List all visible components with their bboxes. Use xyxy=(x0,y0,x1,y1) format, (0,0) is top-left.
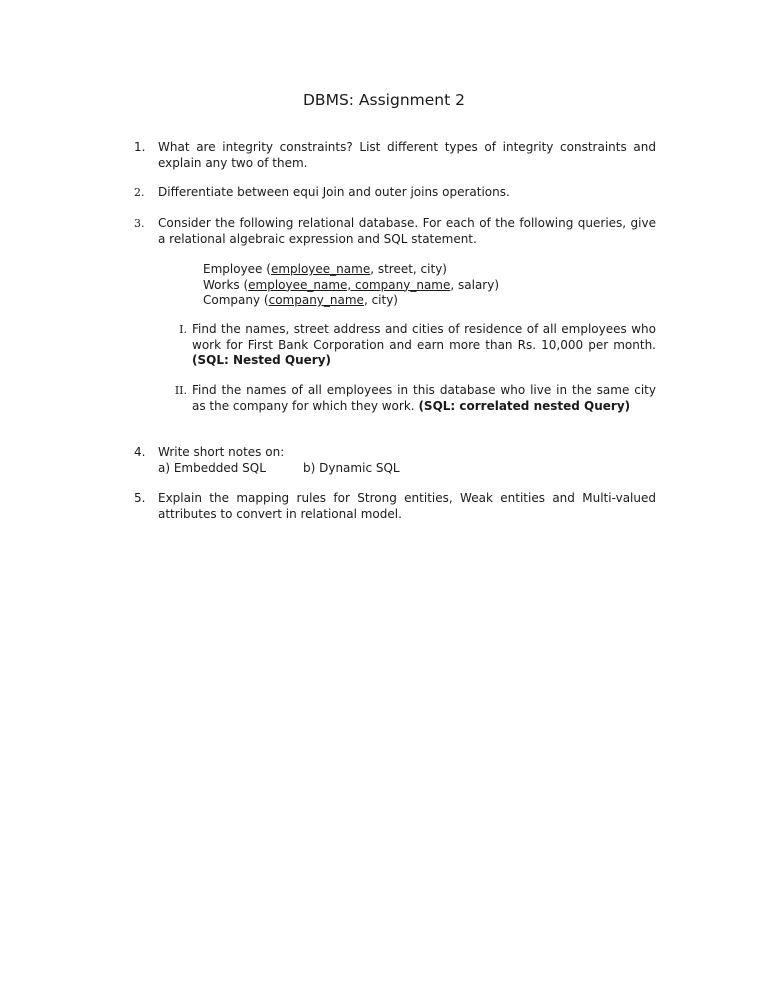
question-4 xyxy=(134,445,656,476)
subquery-text: Find the names of all employees in this database who live in the same city as the company for which they work. (SQL: correlated nested Query) xyxy=(192,383,656,413)
subquery-number: II. xyxy=(174,384,187,397)
page-title: DBMS: Assignment 2 xyxy=(303,91,465,109)
primary-key: company_name xyxy=(268,293,364,307)
note-dynamic-sql: b) Dynamic SQL xyxy=(303,460,400,475)
subquery-number: I. xyxy=(179,323,187,336)
subquery-1 xyxy=(165,322,656,369)
note-embedded-sql: a) Embedded SQL xyxy=(158,460,266,475)
question-text: Consider the following relational database. For each of the following queries, give a relational algebraic expression and SQL statement. xyxy=(158,216,656,246)
schema-employee: Employee (employee_name, street, city) xyxy=(203,262,447,276)
sql-hint: (SQL: correlated nested Query) xyxy=(418,398,631,413)
question-text: Explain the mapping rules for Strong entities, Weak entities and Multi-valued attributes to convert in relational model. xyxy=(158,491,656,521)
question-3 xyxy=(134,216,656,247)
primary-key: employee_name xyxy=(270,262,371,276)
question-number: 3. xyxy=(134,217,145,230)
primary-key: employee_name, company_name xyxy=(248,277,451,292)
question-text: What are integrity constraints? List different types of integrity constraints and explain any two of them. xyxy=(158,140,656,170)
question-1 xyxy=(134,140,656,171)
question-number: 4. xyxy=(134,445,146,459)
sql-hint: (SQL: Nested Query) xyxy=(192,353,332,367)
schema-company: Company (company_name, city) xyxy=(203,293,398,307)
question-number: 2. xyxy=(134,186,145,199)
notes-list xyxy=(158,461,656,477)
question-text: Write short notes on: xyxy=(158,445,285,459)
schema-works: Works (employee_name, company_name, salary) xyxy=(203,277,500,292)
subquery-2 xyxy=(165,383,656,414)
question-number: 5. xyxy=(134,491,146,505)
subquery-text: Find the names, street address and cities of residence of all employees who work for First Bank Corporation and earn more than Rs. 10,000 per month. (SQL: Nested Query) xyxy=(192,322,656,367)
question-number: 1. xyxy=(134,140,146,154)
relational-schema xyxy=(203,262,499,309)
question-text: Differentiate between equi Join and outer joins operations. xyxy=(158,185,510,199)
question-5 xyxy=(134,491,656,522)
question-2 xyxy=(134,185,656,201)
